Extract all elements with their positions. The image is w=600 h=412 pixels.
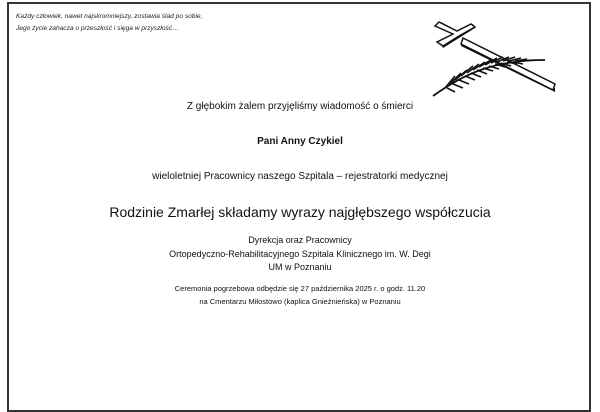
ceremony-line-1: Ceremonia pogrzebowa odbędzie się 27 października 2025 r. o godz. 11.20 <box>174 284 426 293</box>
signature-line-2: Ortopedyczno-Rehabilitacyjnego Szpitala Klinicznego im. W. Degi <box>169 249 431 259</box>
signature-line-1: Dyrekcja oraz Pracownicy <box>248 235 352 245</box>
ceremony-line-2: na Cmentarzu Miłostowo (kaplica Gnieźnieńska) w Poznaniu <box>199 297 401 306</box>
condolence-heading: Rodzinie Zmarłej składamy wyrazy najgłębszego współczucia <box>109 204 491 220</box>
motto-line-2: Jego życie zahacza o przeszłość i sięga w przyszłość… <box>16 25 179 32</box>
intro-text: Z głębokim żalem przyjęliśmy wiadomość o śmierci <box>186 101 414 112</box>
deceased-name: Pani Anny Czykiel <box>257 136 343 147</box>
cross-and-palm-icon <box>425 18 565 98</box>
role-text: wieloletniej Pracownicy naszego Szpitala – rejestratorki medycznej <box>152 171 448 182</box>
signature-line-3: UM w Poznaniu <box>268 262 332 272</box>
motto-line-1: Każdy człowiek, nawet najskromniejszy, zostawia ślad po sobie, <box>16 13 203 20</box>
